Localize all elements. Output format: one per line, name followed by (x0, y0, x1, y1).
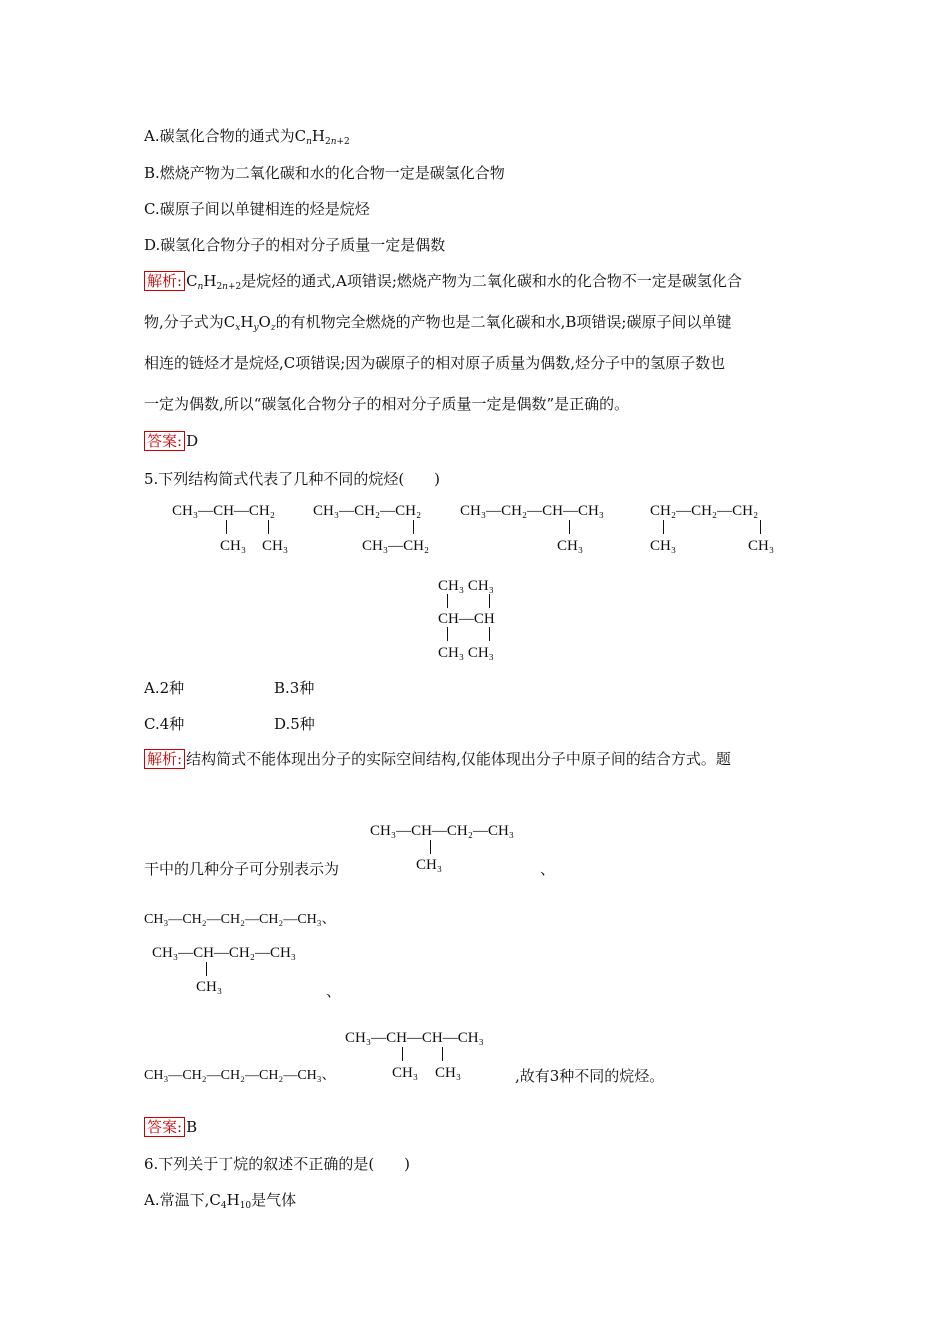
q6-option-a-formula: $C_4H_{10}$ (209, 1191, 252, 1211)
q5-analysis-structure-3-branch-2: CH₃ (435, 1065, 462, 1081)
q5-structure-5-middle: CH—CH (438, 611, 495, 627)
bond-line (447, 627, 448, 641)
q5-analysis-chain-2: CH₃—CH₂—CH₂—CH₂—CH₃、 (144, 1068, 336, 1083)
q5-structure-5-bottom: CH₃ CH₃ (438, 645, 494, 661)
q5-option-b: B.3种 (274, 679, 315, 697)
q5-analysis-conclusion: ,故有3种不同的烷烃。 (515, 1067, 665, 1085)
q5-analysis-structure-3-main: CH₃—CH—CH—CH₃ (345, 1030, 484, 1046)
q4-analysis-line-4: 一定为偶数,所以“碳氢化合物分子的相对分子质量一定是偶数”是正确的。 (144, 395, 630, 413)
q5-structure-1-branch-1: CH₃ (220, 538, 247, 554)
bond-line (402, 1047, 403, 1061)
q5-answer-label: 答案: (144, 1117, 185, 1137)
q6-option-a-prefix: A.常温下, (144, 1191, 210, 1209)
bond-line (413, 520, 414, 534)
q4-option-c: C.碳原子间以单键相连的烃是烷烃 (144, 200, 370, 218)
q4-answer-value: D (186, 432, 199, 450)
q5-answer (144, 1116, 197, 1138)
q5-structure-2-main: CH₃—CH₂—CH₂ (313, 503, 422, 519)
q5-structure-1-branch-2: CH₃ (262, 538, 289, 554)
q4-analysis-text-2a: 物,分子式为 (144, 313, 224, 331)
q6-question: 6.下列关于丁烷的叙述不正确的是( ) (144, 1155, 411, 1173)
q5-analysis-structure-1-main: CH₃—CH—CH₂—CH₃ (370, 823, 515, 839)
bond-line (663, 520, 664, 534)
q4-analysis-text-1: 是烷烃的通式,A项错误;燃烧产物为二氧化碳和水的化合物不一定是碳氢化合 (241, 272, 742, 290)
q5-analysis-line-1 (144, 748, 731, 770)
bond-line (760, 520, 761, 534)
q5-structure-1-main: CH₃—CH—CH₂ (172, 503, 275, 519)
q5-answer-value: B (186, 1118, 198, 1136)
q5-option-d: D.5种 (274, 715, 315, 733)
q6-option-a-suffix: 是气体 (251, 1191, 297, 1209)
q5-structure-3-main: CH₃—CH₂—CH—CH₃ (460, 503, 605, 519)
q4-analysis-formula-2: $C_xH_yO_z$ (223, 313, 276, 333)
q6-option-a (144, 1189, 296, 1217)
q4-option-a-text: A.碳氢化合物的通式为 (144, 127, 295, 145)
q5-analysis-text-1: 结构简式不能体现出分子的实际空间结构,仅能体现出分子中原子间的结合方式。题 (186, 750, 731, 768)
bond-line (226, 520, 227, 534)
bond-line (268, 520, 269, 534)
bond-line (489, 627, 490, 641)
q5-analysis-structure-2-branch: CH₃ (196, 979, 223, 995)
q5-structure-2-branch: CH₃—CH₂ (362, 538, 430, 554)
q4-answer (144, 430, 198, 452)
q4-analysis-line-1 (144, 270, 742, 298)
q4-analysis-formula: $C_nH_{2n+2}$ (186, 272, 242, 292)
q4-answer-label: 答案: (144, 431, 185, 451)
q5-analysis-structure-3-branch-1: CH₃ (392, 1065, 419, 1081)
q4-option-b: B.燃烧产物为二氧化碳和水的化合物一定是碳氢化合物 (144, 164, 505, 182)
q5-option-c: C.4种 (144, 715, 185, 733)
q4-analysis-label: 解析: (144, 271, 185, 291)
q5-structure-5-top: CH₃ CH₃ (438, 578, 494, 594)
q5-question: 5.下列结构简式代表了几种不同的烷烃( ) (144, 470, 441, 488)
q5-analysis-structure-1-branch: CH₃ (416, 857, 443, 873)
q5-analysis-chain-1: CH₃—CH₂—CH₂—CH₂—CH₃、 (144, 912, 336, 927)
q5-structure-3-branch: CH₃ (557, 538, 584, 554)
q5-analysis-line-2: 干中的几种分子可分别表示为 (144, 860, 340, 878)
q4-option-a (144, 125, 350, 153)
q5-analysis-separator-1: 、 (540, 860, 556, 878)
bond-line (430, 840, 431, 854)
q4-analysis-text-2b: 的有机物完全燃烧的产物也是二氧化碳和水,B项错误;碳原子间以单键 (275, 313, 732, 331)
bond-line (489, 594, 490, 608)
q5-option-a: A.2种 (144, 679, 185, 697)
bond-line (206, 962, 207, 976)
q5-analysis-label: 解析: (144, 749, 185, 769)
bond-line (569, 520, 570, 534)
q5-analysis-separator-2: 、 (326, 982, 342, 1000)
q4-analysis-line-3: 相连的链烃才是烷烃,C项错误;因为碳原子的相对原子质量为偶数,烃分子中的氢原子数也 (144, 354, 726, 372)
q5-structure-4-branch-1: CH₃ (650, 538, 677, 554)
q4-option-a-formula: $C_nH_{2n+2}$ (294, 127, 350, 147)
bond-line (447, 594, 448, 608)
q5-structure-4-main: CH₂—CH₂—CH₂ (650, 503, 759, 519)
q4-option-d: D.碳氢化合物分子的相对分子质量一定是偶数 (144, 236, 446, 254)
q4-analysis-line-2 (144, 311, 731, 339)
q5-structure-4-branch-2: CH₃ (748, 538, 775, 554)
q5-analysis-structure-2-main: CH₃—CH—CH₂—CH₃ (152, 945, 297, 961)
bond-line (442, 1047, 443, 1061)
